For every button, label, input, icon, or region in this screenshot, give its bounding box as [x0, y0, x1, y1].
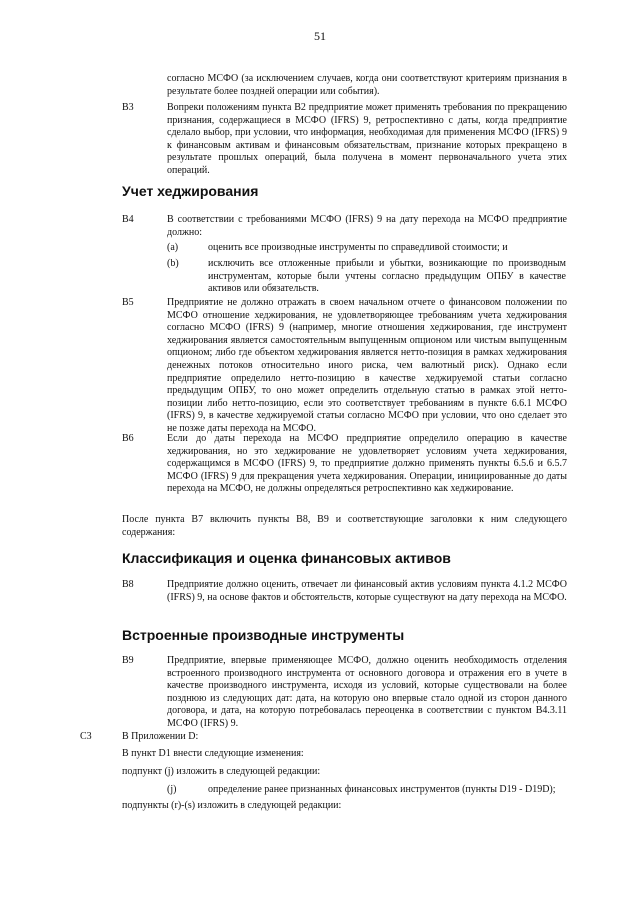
paragraph-b6: Если до даты перехода на МСФО предприятие определило операцию в качестве хеджирования, но это хеджирование не удовлетворяет условиям учета хеджирования, содержащимся в МСФО (IFRS) 9, то предприятие должно применять пункты 6.5.6 и 6.5.7 МСФО (IFRS) 9 для прекращения учета хеджирования. Операции, инициированные до даты перехода на МСФО, не должны определяться ретроспективно как хеджирование.: [167, 433, 567, 495]
instruction-after-b7: После пункта В7 включить пункты В8, В9 и соответствующие заголовки к ним следующего содержания:: [122, 514, 567, 538]
paragraph-b9: Предприятие, впервые применяющее МСФО, должно оценить необходимость отделения встроенного производного инструмента от основного договора и отражения его в учете в качестве производного инструмента, исходя из условий, которые существовали на более позднюю из следующих дат: дата, на которую оно впервые стало одной из сторон данного договора, и дата, на которую потребовалась переоценка в соответствии с пунктом В4.3.11 МСФО (IFRS) 9.: [167, 655, 567, 729]
c3-line-subparagraphs-r-s: подпункты (r)-(s) изложить в следующей редакции:: [122, 800, 342, 811]
paragraph-label-b8: B8: [122, 579, 134, 590]
intro-continuation: согласно МСФО (за исключением случаев, когда они соответствуют критериям признания в результате более поздней операции или события).: [167, 73, 567, 97]
paragraph-b5: Предприятие не должно отражать в своем начальном отчете о финансовом положении по МСФО отношение хеджирования, не удовлетворяющее требованиям учета хеджирования согласно МСФО (IFRS) 9 (например, многие отношения хеджирования, где инструмент хеджирования является самостоятельным выпущенным опционом или чистым выпущенным опционом; либо где объектом хеджирования является нетто-позиция в рамках хеджирования денежных потоков относительно иного риска, чем валютный риск). Однако если предприятие определило нетто-позицию в качестве хеджируемой статьи согласно предыдущим ОПБУ, то оно может определить отдельную статью в рамках этой нетто-позиции либо нетто-позицию, если это соответствует требованиям в пункте 6.6.1 МСФО (IFRS) 9, в качестве хеджируемой статьи согласно МСФО при условии, что оно сделает это не позже даты перехода на МСФО.: [167, 297, 567, 434]
list-marker-a: (a): [167, 242, 179, 253]
heading-classification: Классификация и оценка финансовых активов: [122, 550, 451, 566]
paragraph-b4: В соответствии с требованиями МСФО (IFRS) 9 на дату перехода на МСФО предприятие должно:: [167, 214, 567, 238]
paragraph-b3: Вопреки положениям пункта В2 предприятие может применять требования по прекращению признания, содержащиеся в МСФО (IFRS) 9, ретроспективно с даты, когда предприятие сделало выбор, при условии, что информация, необходимая для применения МСФО (IFRS) 9 к финансовым активам и финансовым обязательствам, признание которых прекращено в результате прошлых операций, была получена в момент первоначального учета этих операций.: [167, 102, 567, 176]
paragraph-label-b6: B6: [122, 433, 134, 444]
list-marker-j: (j): [167, 784, 177, 795]
page-number: 51: [314, 29, 326, 43]
paragraph-label-c3: C3: [80, 731, 92, 742]
list-marker-b: (b): [167, 258, 179, 269]
heading-embedded-derivatives: Встроенные производные инструменты: [122, 627, 405, 643]
list-item-j: определение ранее признанных финансовых инструментов (пункты D19 - D19D);: [208, 784, 556, 795]
paragraph-label-b3: B3: [122, 102, 134, 113]
heading-hedging: Учет хеджирования: [122, 183, 259, 199]
c3-line-subparagraph-j: подпункт (j) изложить в следующей редакции:: [122, 766, 321, 777]
paragraph-b8: Предприятие должно оценить, отвечает ли финансовый актив условиям пункта 4.1.2 МСФО (IFRS) 9, на основе фактов и обстоятельств, которые существуют на дату перехода на МСФО.: [167, 579, 567, 603]
list-item-b: исключить все отложенные прибыли и убытки, возникающие по производным инструментам, которые были учтены согласно предыдущим ОПБУ в качестве активов или обязательств.: [208, 258, 566, 295]
paragraph-label-b4: B4: [122, 214, 134, 225]
c3-line-d1: В пункт D1 внести следующие изменения:: [122, 748, 304, 759]
paragraph-label-b9: B9: [122, 655, 134, 666]
list-item-a: оценить все производные инструменты по справедливой стоимости; и: [208, 242, 508, 253]
paragraph-label-b5: B5: [122, 297, 134, 308]
paragraph-c3: В Приложении D:: [122, 731, 199, 742]
